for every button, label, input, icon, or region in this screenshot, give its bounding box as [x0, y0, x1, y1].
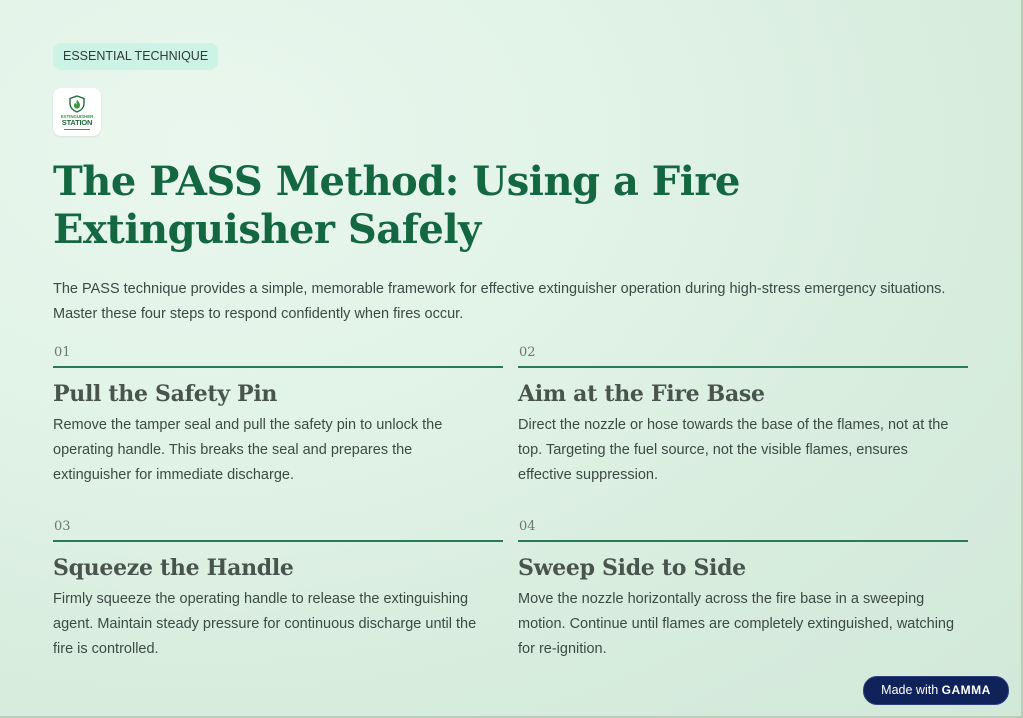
step-title: Sweep Side to Side — [518, 555, 746, 581]
step-number: 01 — [54, 345, 71, 360]
step-description: Firmly squeeze the operating handle to release the extinguishing agent. Maintain steady pressure for continuous discharge until the fire is controlled. — [53, 591, 477, 657]
step-number: 04 — [519, 519, 536, 534]
page-title: The PASS Method: Using a Fire Extinguisher Safely — [53, 158, 740, 253]
step-title: Pull the Safety Pin — [53, 381, 278, 407]
logo-underline — [64, 129, 90, 130]
step-description: Move the nozzle horizontally across the fire base in a sweeping motion. Continue until flames are completely extinguished, watching for re-ignition. — [518, 591, 955, 657]
step-divider — [518, 366, 968, 368]
logo-text-station: STATION — [61, 117, 93, 127]
step-divider — [518, 540, 968, 542]
brand-logo — [53, 88, 101, 136]
step-divider — [53, 540, 503, 542]
intro-paragraph: The PASS technique provides a simple, memorable framework for effective extinguisher operation during high-stress emergency situations. Master these four steps to respond confidently when fires occur. — [53, 281, 946, 322]
step-description: Remove the tamper seal and pull the safety pin to unlock the operating handle. This breaks the seal and prepares the extinguisher for immediate discharge. — [53, 417, 443, 483]
badge-prefix: Made with — [881, 683, 939, 697]
step-title: Aim at the Fire Base — [518, 381, 765, 407]
made-with-gamma-badge[interactable] — [863, 676, 1009, 705]
step-title: Squeeze the Handle — [53, 555, 294, 581]
step-card-2 — [518, 345, 968, 488]
logo-text-small: EXTINGUISHER — [60, 113, 94, 119]
step-card-4 — [518, 519, 968, 662]
section-tag: ESSENTIAL TECHNIQUE — [53, 43, 218, 70]
step-description: Direct the nozzle or hose towards the base of the flames, not at the top. Targeting the fuel source, not the visible flames, ensures effective suppression. — [518, 417, 949, 483]
step-number: 02 — [519, 345, 536, 360]
gamma-brand-logo: GAMMA — [941, 683, 991, 697]
step-number: 03 — [54, 519, 71, 534]
step-card-3 — [53, 519, 503, 662]
step-card-1 — [53, 345, 503, 488]
shield-flame-icon — [68, 95, 86, 113]
step-divider — [53, 366, 503, 368]
